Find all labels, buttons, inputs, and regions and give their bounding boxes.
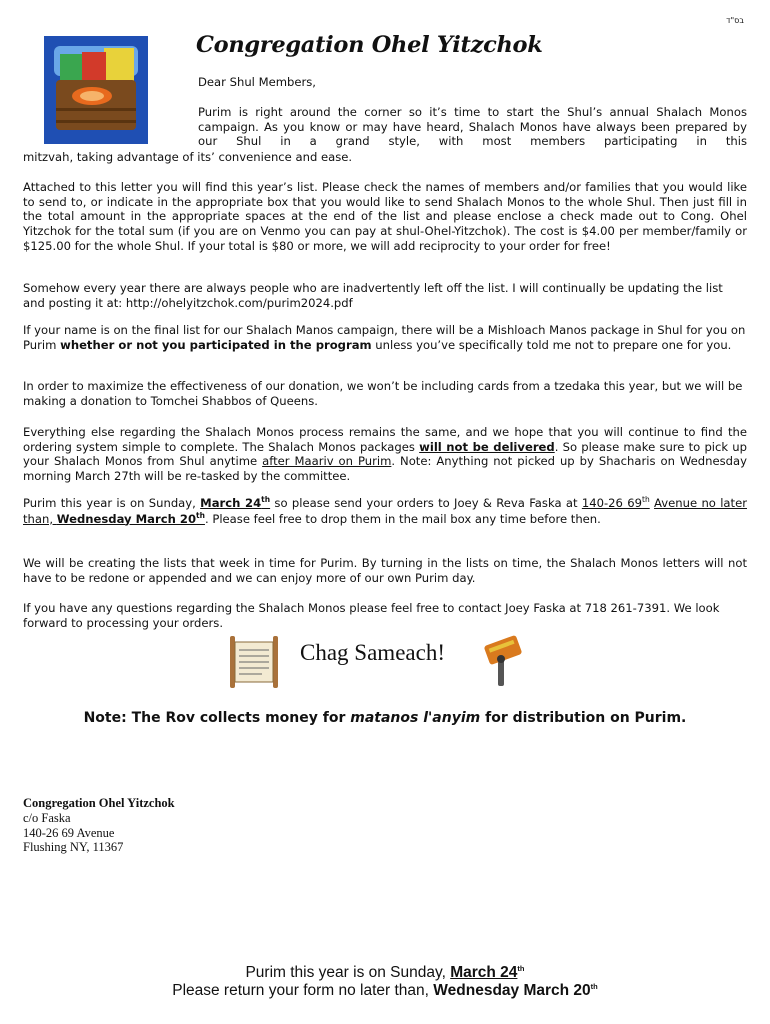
footer-l2-text: Please return your form no later than, — [172, 982, 434, 999]
footer-reminder — [0, 964, 770, 1000]
paragraph-4 — [23, 323, 747, 352]
p6-text-e: . Note: Anything not picked up by Shacharis on Wednesday morning March 27th will be re-tasked by the committee. — [23, 454, 748, 484]
p4-bold: whether or not you participated in the program — [60, 337, 372, 352]
p6-text-a: Everything else regarding the Shalach Monos process remains the same, and we hope that you will continue to find the ordering system simple to complete. The Shalach Monos packages — [23, 425, 747, 454]
not-delivered-emphasis: will not be delivered — [419, 439, 555, 454]
footer-deadline-date-sup: th — [590, 981, 598, 991]
address-line-1: c/o Faska — [23, 810, 71, 825]
p7-text-g: . Please feel free to drop them in the mail box any time before then. — [204, 511, 601, 526]
address-line-2: 140-26 69 Avenue — [23, 825, 115, 840]
footer-line-2 — [0, 982, 770, 1000]
p6-text-c: . So please make sure to pick up your Shalach Monos from Shul anytime — [23, 439, 748, 469]
paragraph-3: Somehow every year there are always people who are inadvertently left off the list. I will continually be updating the list and posting it at: http://ohelyitzchok.com/purim2024.pdf — [23, 281, 723, 310]
megillah-icon — [226, 634, 282, 690]
purim-date-sup: th — [261, 495, 271, 505]
p4-text-a: If your name is on the final list for our Shalach Manos campaign, there will be a Mishloach Manos package in Shul for you on Purim — [23, 323, 746, 352]
p7-text-c: so please send your orders to Joey & Reva Faska at — [270, 496, 582, 510]
p7-text-a: Purim this year is on Sunday, — [23, 496, 201, 510]
footer-l1-text: Purim this year is on Sunday, — [245, 964, 451, 981]
salutation: Dear Shul Members, — [198, 75, 316, 89]
note-italic: matanos l'anyim — [350, 710, 481, 726]
note-text-c: for distribution on Purim. — [480, 710, 687, 726]
paragraph-8: We will be creating the lists that week in time for Purim. By turning in the lists on time, the Shalach Monos letters will not have to be redone or appended and we can enjoy more of our own Purim day. — [23, 556, 747, 585]
footer-purim-date: March 24 — [450, 964, 518, 981]
rov-note — [0, 710, 770, 726]
paragraph-2: Attached to this letter you will find this year’s list. Please check the names of members and/or families that you would like to send to, or indicate in the appropriate box that you would like to send Shalach Monos to the whole Shul. Then just fill in the total amount in the appropriate spaces at the end of the list and please enclose a check made out to Cong. Ohel Yitzchok for the total sum (if you are on Venmo you can pay at shul-Ohel-Yitzchok). The cost is $4.00 per member/family or $125.00 for the whole Shul. If your total is $80 or more, we will add reciprocity to your order for free! — [23, 180, 747, 253]
paragraph-1-intro: Purim is right around the corner so it’s time to start the Shul’s annual Shalach Monos campaign. As you know or may have heard, Shalach Monos have always been prepared by our Shul in a grand style, with most members participating in this — [198, 105, 747, 149]
paragraph-1-continuation: mitzvah, taking advantage of its’ convenience and ease. — [23, 150, 353, 164]
footer-line-1 — [0, 964, 770, 982]
p4-text-c: unless you’ve specifically told me not to prepare one for you. — [371, 337, 732, 352]
paragraph-9: If you have any questions regarding the Shalach Monos please feel free to contact Joey Faska at 718 261-7391. We look forward to processing your orders. — [23, 601, 720, 630]
note-text-a: Note: The Rov collects money for — [83, 710, 351, 726]
p7-text-e: Avenue no later than, — [23, 496, 747, 526]
footer-purim-date-sup: th — [517, 963, 525, 973]
paragraph-6 — [23, 425, 747, 484]
after-maariv-emphasis: after Maariv on Purim — [262, 454, 392, 469]
paragraph-7 — [23, 496, 747, 527]
footer-deadline-date: Wednesday March 20 — [433, 982, 591, 999]
grogger-icon — [480, 632, 526, 688]
chag-sameach-greeting: Chag Sameach! — [300, 640, 445, 665]
deadline-date-sup: th — [196, 510, 205, 520]
shalach-monos-basket-image — [44, 36, 148, 144]
purim-date: March 24 — [200, 496, 262, 510]
street-address-sup: th — [642, 495, 650, 505]
deadline-date: Wednesday March 20 — [56, 511, 197, 526]
chag-sameach-row — [226, 632, 526, 690]
basket-illustration — [44, 36, 148, 144]
return-address — [23, 796, 175, 855]
address-org: Congregation Ohel Yitzchok — [23, 796, 175, 810]
address-line-3: Flushing NY, 11367 — [23, 840, 124, 855]
paragraph-5: In order to maximize the effectiveness of our donation, we won’t be including cards from a tzedaka this year, but we will be making a donation to Tomchei Shabbos of Queens. — [23, 379, 743, 408]
street-address: 140-26 69 — [581, 496, 643, 510]
bsd-mark: בס"ד — [726, 16, 744, 25]
congregation-title: Congregation Ohel Yitzchok — [196, 32, 543, 58]
